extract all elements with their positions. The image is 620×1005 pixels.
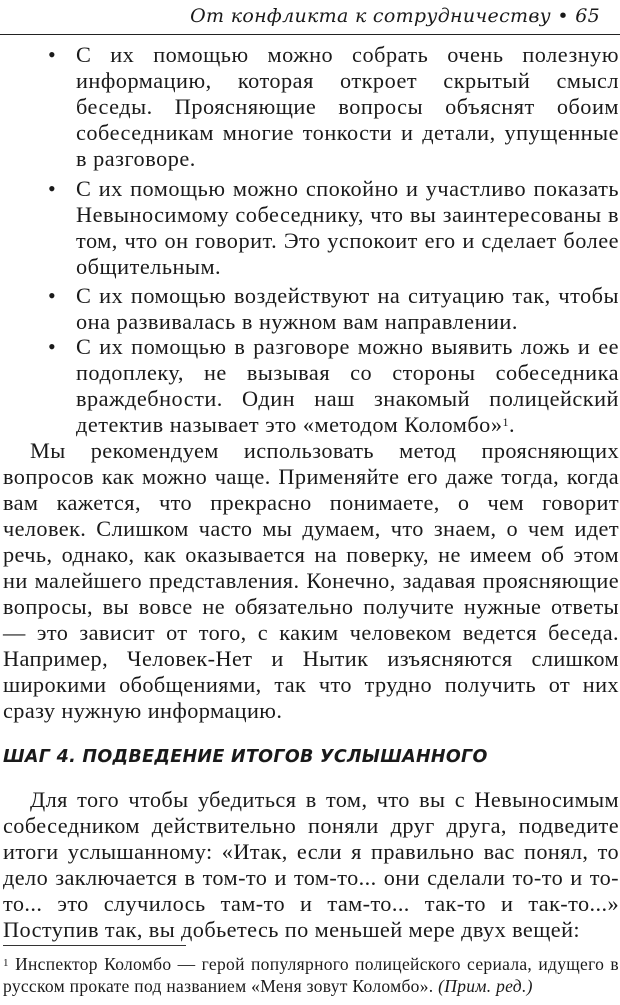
bullet-marker: • — [48, 334, 57, 359]
footnote — [3, 953, 619, 997]
paragraph-text: Для того чтобы убедиться в том, что вы с Невыносимым собеседником действительно поняли друг друга, подведите итоги услышанному: «Итак, если я правильно вас понял, то дело заключается в том-то и том-то... они сделали то-то и то-то... это случилось там-то и там-то... так-то и так-то...» Поступив так, вы добьетесь по меньшей мере двух вещей: — [3, 787, 619, 942]
bullet-text: С их помощью воздействуют на ситуацию так, чтобы она развивалась в нужном вам направлении. — [76, 283, 619, 334]
bullet-text: С их помощью можно спокойно и участливо показать Невыносимому собеседнику, что вы заинтересованы в том, что он говорит. Это успокоит его и сделает более общительным. — [76, 176, 619, 279]
page-number: 65 — [575, 5, 600, 27]
running-head — [0, 0, 620, 35]
bullet-text: С их помощью в разговоре можно выявить ложь и ее подоплеку, не вызывая со стороны собеседника враждебности. Один наш знакомый полицейский детектив называет это «методом Коломбо» — [76, 334, 619, 437]
running-title: От конфликта к сотрудничеству — [190, 5, 552, 27]
footnote-text: Инспектор Коломбо — герой популярного полицейского сериала, идущего в русском прокате под названием «Меня зовут Коломбо». — [3, 954, 619, 996]
body-paragraph — [3, 787, 619, 943]
bullet-item — [48, 334, 619, 438]
paragraph-text: Мы рекомендуем использовать метод проясняющих вопросов как можно чаще. Применяйте его даже тогда, когда вам кажется, что прекрасно понимаете, о чем говорит человек. Слишком часто мы думаем, что знаем, о чем идет речь, однако, как оказывается на поверку, не имеем об этом ни малейшего представления. Конечно, задавая проясняющие вопросы, вы вовсе не обязательно получите нужные ответы — это зависит от того, с каким человеком ведется беседа. Например, Человек-Нет и Нытик изъясняются слишком широкими обобщениями, так что трудно получить от них сразу нужную информацию. — [3, 438, 619, 723]
bullet-marker: • — [48, 176, 57, 201]
bullet-item — [48, 176, 619, 280]
footnote-editor-note: (Прим. ред.) — [438, 976, 533, 996]
bullet-item — [48, 42, 619, 172]
section-heading: ШАГ 4. ПОДВЕДЕНИЕ ИТОГОВ УСЛЫШАННОГО — [3, 747, 488, 767]
footnote-reference: 1 — [502, 415, 509, 429]
running-head-text — [190, 5, 600, 27]
footnote-divider — [3, 945, 186, 946]
separator-dot: • — [557, 5, 569, 27]
bullet-marker: • — [48, 42, 57, 67]
bullet-marker: • — [48, 283, 57, 308]
footnote-number: 1 — [3, 957, 9, 969]
bullet-item — [48, 283, 619, 335]
bullet-text: С их помощью можно собрать очень полезную информацию, которая откроет скрытый смысл беседы. Проясняющие вопросы объяснят обоим собеседникам многие тонкости и детали, упущенные в разговоре. — [76, 42, 619, 171]
body-paragraph — [3, 438, 619, 724]
bullet-text-tail: . — [508, 412, 516, 437]
